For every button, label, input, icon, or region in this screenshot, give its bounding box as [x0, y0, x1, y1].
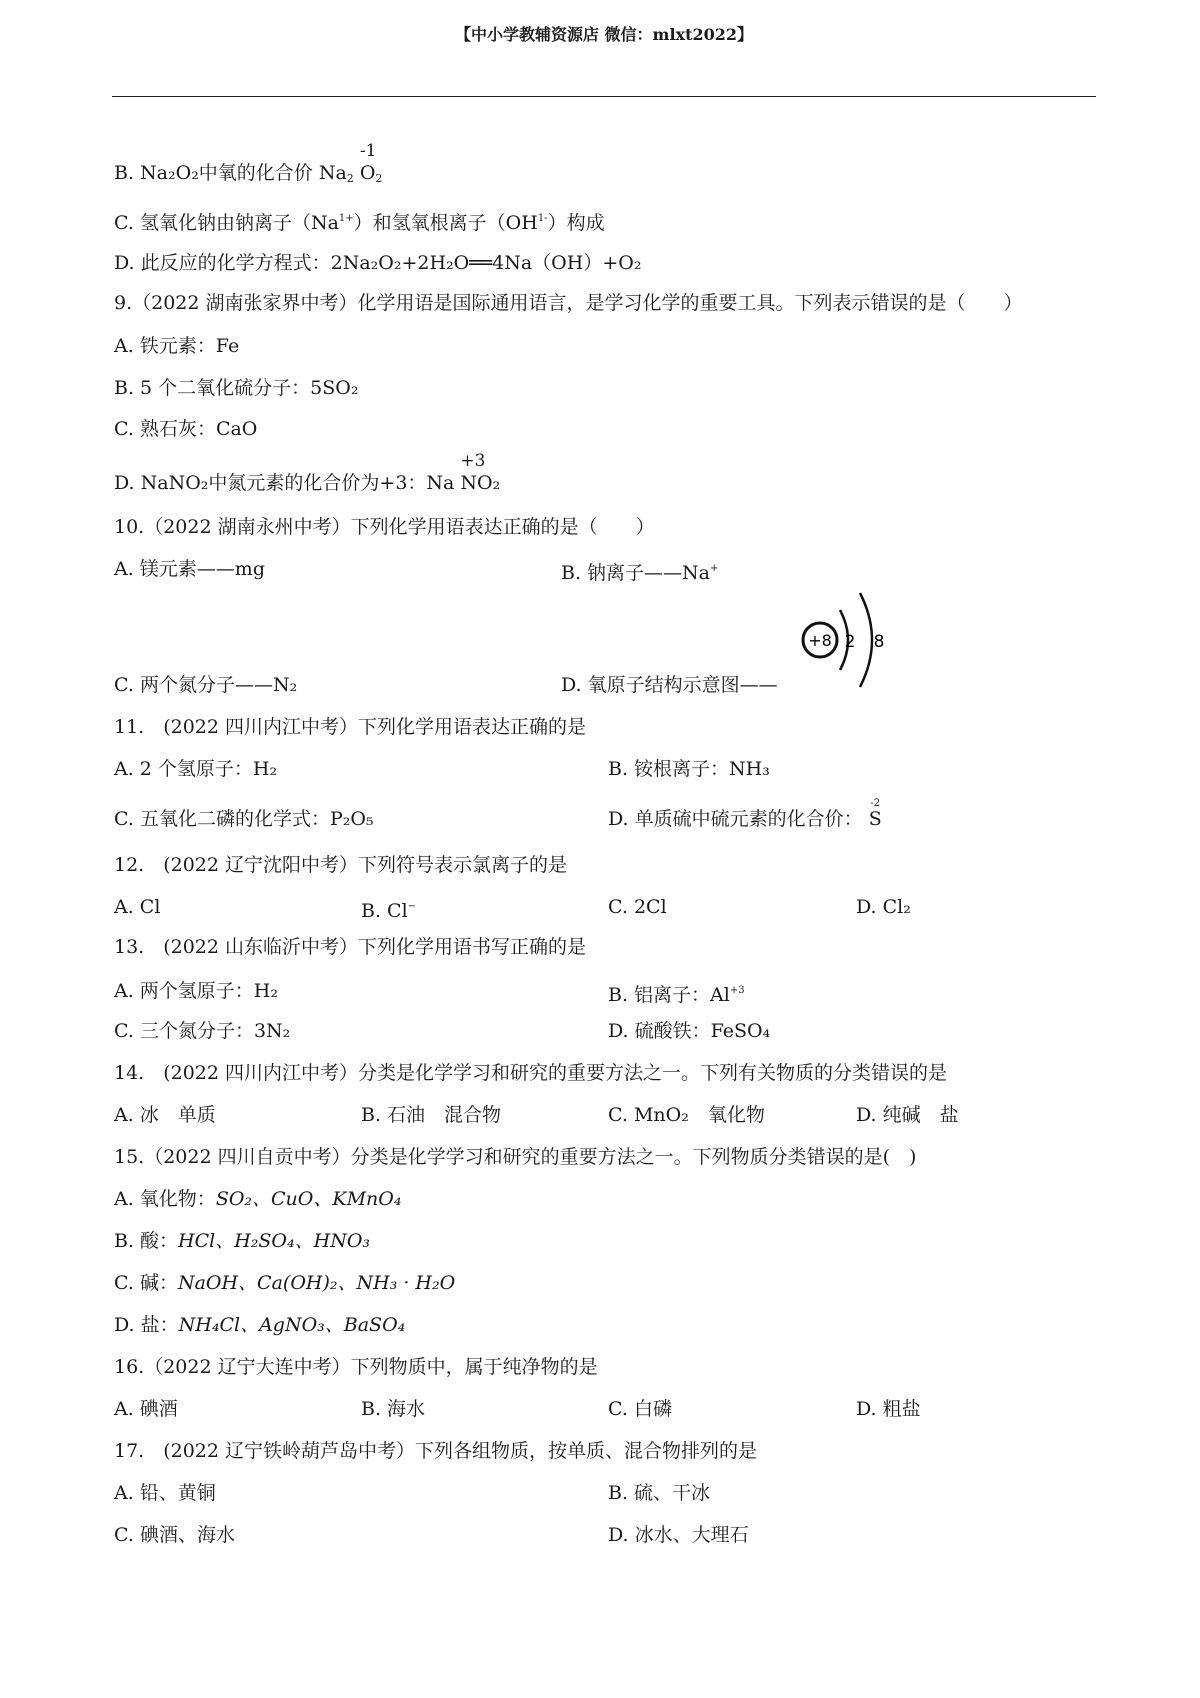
- q15-stem: 15.（2022 四川自贡中考）分类是化学学习和研究的重要方法之一。下列物质分类错误的是( ): [114, 1146, 917, 1168]
- q8-option-d: D. 此反应的化学方程式：2Na₂O₂+2H₂O══4Na（OH）+O₂: [114, 252, 642, 274]
- q17-stem: 17. (2022 辽宁铁岭葫芦岛中考）下列各组物质，按单质、混合物排列的是: [114, 1440, 758, 1462]
- q9-option-c: C. 熟石灰：CaO: [114, 418, 258, 440]
- q10-option-d: D. 氧原子结构示意图——: [561, 674, 778, 696]
- q12-option-a: A. Cl: [114, 896, 161, 918]
- q17-option-d: D. 冰水、大理石: [608, 1524, 749, 1546]
- q13-option-a: A. 两个氢原子：H₂: [114, 980, 278, 1002]
- q17-option-a: A. 铅、黄铜: [114, 1482, 216, 1504]
- q9-option-a: A. 铁元素：Fe: [114, 335, 240, 357]
- q17-option-b: B. 硫、干冰: [608, 1482, 711, 1504]
- q11-option-a: A. 2 个氢原子：H₂: [114, 758, 278, 780]
- q14-option-a: A. 冰 单质: [114, 1104, 216, 1126]
- q17-option-c: C. 碘酒、海水: [114, 1524, 235, 1546]
- q11-option-c: C. 五氧化二磷的化学式：P₂O₅: [114, 808, 374, 830]
- q13-option-b: B. 铝离子：$Al^{+3}$: [608, 984, 745, 1006]
- q15-option-b: B. 酸：HCl、H₂SO₄、HNO₃: [114, 1230, 371, 1252]
- q15-option-c: C. 碱：NaOH、Ca(OH)₂、NH₃ · H₂O: [114, 1272, 456, 1294]
- q9-option-b: B. 5 个二氧化硫分子：5SO₂: [114, 377, 359, 399]
- q14-stem: 14. (2022 四川内江中考）分类是化学学习和研究的重要方法之一。下列有关物质的分类错误的是: [114, 1062, 948, 1084]
- svg-text:2: 2: [844, 632, 856, 652]
- q12-option-c: C. 2Cl: [608, 896, 667, 918]
- q14-option-b: B. 石油 混合物: [361, 1104, 502, 1126]
- q12-stem: 12. (2022 辽宁沈阳中考）下列符号表示氯离子的是: [114, 854, 568, 876]
- q10-option-a: A. 镁元素——mg: [114, 558, 265, 580]
- q16-option-a: A. 碘酒: [114, 1398, 178, 1420]
- q15-option-d: D. 盐：NH₄Cl、AgNO₃、BaSO₄: [114, 1314, 406, 1336]
- q9-stem: 9.（2022 湖南张家界中考）化学用语是国际通用语言，是学习化学的重要工具。下列表示错误的是（ ）: [114, 292, 1023, 314]
- q13-stem: 13. (2022 山东临沂中考）下列化学用语书写正确的是: [114, 936, 587, 958]
- oxygen-atom-structure-diagram: [800, 590, 900, 690]
- q15-option-a: A. 氧化物：SO₂、CuO、KMnO₄: [114, 1188, 402, 1210]
- header-rule: [112, 96, 1096, 97]
- q16-stem: 16.（2022 辽宁大连中考）下列物质中，属于纯净物的是: [114, 1356, 598, 1378]
- q16-option-b: B. 海水: [361, 1398, 426, 1420]
- q11-stem: 11. (2022 四川内江中考）下列化学用语表达正确的是: [114, 716, 587, 738]
- q10-stem: 10.（2022 湖南永州中考）下列化学用语表达正确的是（ ）: [114, 516, 655, 538]
- q8-option-c: C. 氢氧化钠由钠离子$(Na^{1+})$和氢氧根离子$(OH^{1-})$构成: [114, 212, 605, 234]
- q8-option-b: B. Na₂O₂中氧的化合价 $Na_2$ -1 $O_2$: [114, 141, 383, 185]
- valence-o: -1 O: [359, 141, 377, 184]
- q11-option-b: B. 铵根离子：NH₃: [608, 758, 770, 780]
- q10-option-c: C. 两个氮分子——N₂: [114, 674, 298, 696]
- q16-option-d: D. 粗盐: [856, 1398, 921, 1420]
- q14-option-c: C. MnO₂ 氧化物: [608, 1104, 765, 1126]
- q14-option-d: D. 纯碱 盐: [856, 1104, 959, 1126]
- q16-option-c: C. 白磷: [608, 1398, 672, 1420]
- q13-option-c: C. 三个氮分子：3N₂: [114, 1020, 291, 1042]
- svg-text:+8: +8: [808, 631, 832, 650]
- q9-option-d: D. NaNO₂中氮元素的化合价为+3：Na +3 NO₂: [114, 451, 501, 494]
- q13-option-d: D. 硫酸铁：FeSO₄: [608, 1020, 771, 1042]
- q11-option-d: D. 单质硫中硫元素的化合价： -2 S: [608, 798, 882, 830]
- q10-option-b: B. 钠离子——Na+: [561, 562, 719, 584]
- svg-text:8: 8: [873, 632, 885, 652]
- q12-option-d: D. Cl₂: [856, 896, 911, 918]
- page-header: 【中小学教辅资源店 微信：mlxt2022】: [454, 25, 754, 44]
- q12-option-b: B. Cl−: [361, 900, 417, 922]
